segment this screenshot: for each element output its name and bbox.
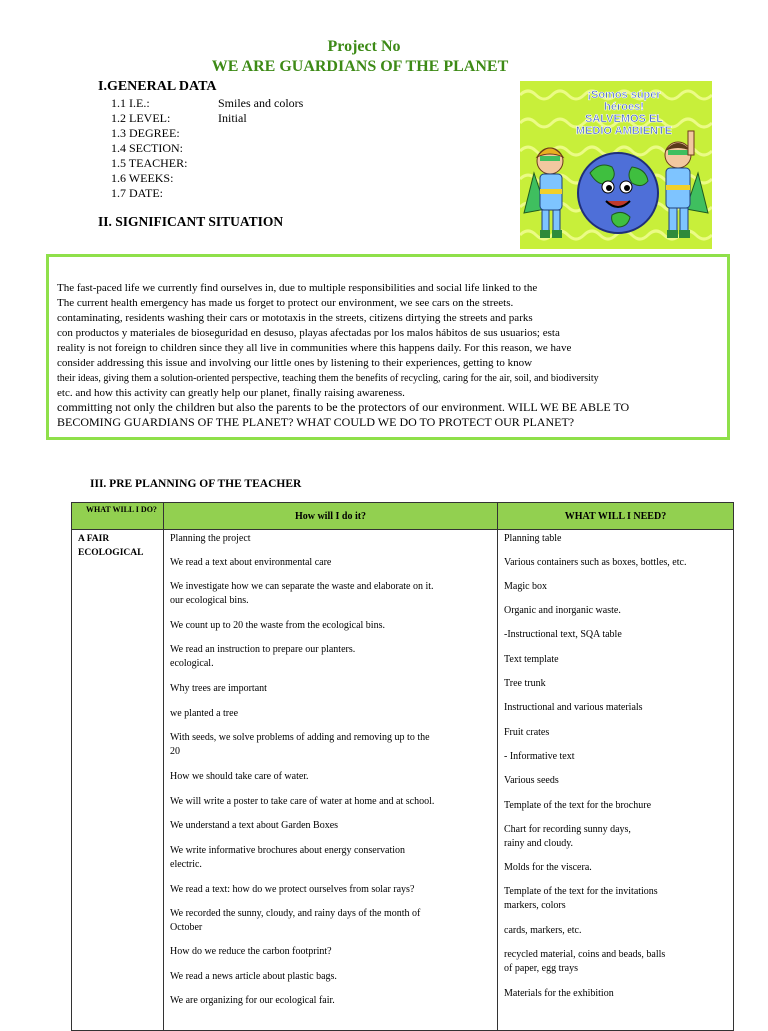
- general-item-level: 1.2 LEVEL: Initial: [111, 111, 247, 125]
- how-item-text: Planning the project: [170, 533, 251, 544]
- need-item-text: Instructional and various materials: [504, 702, 643, 713]
- need-item-text: Various seeds: [504, 775, 559, 786]
- general-item-teacher: 1.5 TEACHER:: [111, 156, 188, 170]
- situation-line: reality is not foreign to children since they all live in communities where this happens daily. For this reason, we have: [57, 342, 572, 354]
- poster-line-3: SALVEMOS EL: [584, 113, 664, 125]
- how-item-text: We count up to 20 the waste from the ecological bins.: [170, 620, 385, 631]
- how-item-text: ecological.: [170, 658, 214, 669]
- poster-illustration: [520, 81, 712, 249]
- how-item: [170, 994, 335, 1008]
- superheroes-poster: [520, 81, 712, 249]
- how-item: [170, 532, 251, 546]
- situation-line: The current health emergency has made us forget to protect our environment, we see cars on the streets.: [57, 297, 514, 309]
- how-item: [170, 707, 238, 721]
- need-item-text: Molds for the viscera.: [504, 862, 592, 873]
- situation-line: The fast-paced life we currently find ourselves in, due to multiple responsibilities and social life linked to the: [57, 282, 538, 294]
- general-item-date: 1.7 DATE:: [111, 186, 163, 200]
- need-item-text: Magic box: [504, 581, 548, 592]
- project-number: Project No: [327, 38, 401, 55]
- what-line: ECOLOGICAL: [78, 548, 144, 558]
- situation-line: contaminating, residents washing their cars or mototaxis in the streets, citizens dirtying the streets and parks: [57, 312, 533, 324]
- what-line: A FAIR: [78, 534, 110, 544]
- need-item: [504, 861, 592, 875]
- need-item: [504, 750, 575, 764]
- how-item-text: October: [170, 922, 203, 933]
- how-item: [170, 619, 385, 633]
- how-item-text: We write informative brochures about energy conservation: [170, 845, 406, 856]
- situation-line: consider addressing this issue and involving our little ones by listening to their experiences, getting to know: [57, 357, 533, 369]
- preplanning-heading: III. PRE PLANNING OF THE TEACHER: [90, 478, 302, 490]
- need-item: [504, 677, 546, 691]
- how-item-text: We read an instruction to prepare our planters.: [170, 644, 356, 655]
- hero-kid-left: [524, 148, 563, 238]
- how-item-text: Why trees are important: [170, 683, 267, 694]
- how-item-text: With seeds, we solve problems of adding and removing up to the: [170, 732, 430, 743]
- how-item-text: electric.: [170, 859, 202, 870]
- need-item-text: Tree trunk: [504, 678, 546, 689]
- how-item-text: How do we reduce the carbon footprint?: [170, 946, 332, 957]
- general-item-degree: 1.3 DEGREE:: [111, 126, 180, 140]
- need-cell: [498, 530, 733, 1030]
- need-item-text: Planning table: [504, 533, 562, 544]
- need-item-text: Text template: [504, 654, 559, 665]
- what-cell: [72, 530, 163, 1030]
- need-item: [504, 556, 686, 570]
- need-item: [504, 987, 614, 1001]
- need-item-text: Template of the text for the invitations: [504, 886, 658, 897]
- how-item: [170, 970, 337, 984]
- how-item: [170, 643, 355, 671]
- general-item-section: 1.4 SECTION:: [111, 141, 183, 155]
- poster-line-1: ¡Somos súper: [587, 89, 661, 101]
- how-item-text: We are organizing for our ecological fair.: [170, 995, 335, 1006]
- need-item: [504, 701, 643, 715]
- how-item: [170, 819, 338, 833]
- general-item-weeks: 1.6 WEEKS:: [111, 171, 174, 185]
- need-item: [504, 604, 621, 618]
- need-item: [504, 628, 622, 642]
- need-item-text: Various containers such as boxes, bottles, etc.: [504, 557, 687, 568]
- how-item: [170, 580, 434, 608]
- hero-kid-right: [665, 131, 708, 238]
- how-cell: [164, 530, 497, 1030]
- table-row: [72, 530, 734, 1031]
- situation-line: etc. and how this activity can greatly help our planet, finally raising awareness.: [57, 387, 405, 399]
- need-item: [504, 948, 665, 976]
- significant-situation-heading: II. SIGNIFICANT SITUATION: [98, 214, 284, 229]
- need-item: [504, 653, 559, 667]
- how-item-text: 20: [170, 746, 180, 757]
- how-item-text: we planted a tree: [170, 708, 239, 719]
- how-item: [170, 844, 405, 872]
- need-item-text: -Instructional text, SQA table: [504, 629, 622, 640]
- how-item: [170, 682, 267, 696]
- need-item-text: Organic and inorganic waste.: [504, 605, 621, 616]
- how-item-text: We read a text about environmental care: [170, 557, 332, 568]
- poster-line-2: héroes!: [604, 101, 644, 113]
- how-item-text: We read a text: how do we protect ourselves from solar rays?: [170, 884, 415, 895]
- situation-line: committing not only the children but also the parents to be the protectors of our environment. WILL WE BE ABLE TO: [57, 400, 630, 414]
- poster-line-4: MEDIO AMBIENTE: [575, 125, 673, 137]
- need-item-text: Chart for recording sunny days,: [504, 824, 631, 835]
- need-item: [504, 924, 581, 938]
- need-item: [504, 726, 549, 740]
- need-item-text: - Informative text: [504, 751, 575, 762]
- how-item-text: our ecological bins.: [170, 595, 249, 606]
- need-item: [504, 823, 631, 851]
- need-item-text: markers, colors: [504, 900, 566, 911]
- table-header-row: [72, 503, 734, 530]
- situation-line: BECOMING GUARDIANS OF THE PLANET? WHAT COULD WE DO TO PROTECT OUR PLANET?: [57, 415, 575, 429]
- general-data-heading: I.GENERAL DATA: [98, 79, 217, 94]
- how-item: [170, 556, 331, 570]
- need-item: [504, 580, 547, 594]
- col-header-how: How will I do it?: [164, 503, 498, 530]
- need-item-text: Materials for the exhibition: [504, 988, 614, 999]
- how-item: [170, 795, 434, 809]
- how-item: [170, 731, 430, 759]
- need-item-text: rainy and cloudy.: [504, 838, 574, 849]
- need-item: [504, 532, 562, 546]
- general-item-ie: 1.1 I.E.: Smiles and colors: [111, 96, 304, 110]
- need-item: [504, 885, 658, 913]
- situation-line: their ideas, giving them a solution-oriented perspective, teaching them the benefits of recycling, caring for the air, soil, and biodiversity: [57, 373, 599, 384]
- how-item: [170, 945, 332, 959]
- how-item-text: We recorded the sunny, cloudy, and rainy days of the month of: [170, 908, 421, 919]
- how-item-text: We will write a poster to take care of water at home and at school.: [170, 796, 435, 807]
- col-header-need: WHAT WILL I NEED?: [498, 503, 734, 530]
- col-header-what: WHAT WILL I DO?: [72, 503, 164, 530]
- how-item: [170, 883, 414, 897]
- need-item: [504, 774, 559, 788]
- how-item: [170, 907, 420, 935]
- how-item-text: We understand a text about Garden Boxes: [170, 820, 339, 831]
- need-item-text: recycled material, coins and beads, balls: [504, 949, 666, 960]
- need-item-text: cards, markers, etc.: [504, 925, 582, 936]
- situation-line: con productos y materiales de bioseguridad en desuso, playas afectadas por los malos hábitos de sus usuarios; esta: [57, 327, 560, 339]
- how-item-text: We investigate how we can separate the waste and elaborate on it.: [170, 581, 434, 592]
- how-item: [170, 770, 309, 784]
- need-item-text: Template of the text for the brochure: [504, 800, 652, 811]
- need-item-text: Fruit crates: [504, 727, 550, 738]
- project-title: WE ARE GUARDIANS OF THE PLANET: [211, 58, 509, 75]
- how-item-text: We read a news article about plastic bags.: [170, 971, 337, 982]
- preplanning-table: [71, 502, 734, 1031]
- need-item: [504, 799, 651, 813]
- how-item-text: How we should take care of water.: [170, 771, 309, 782]
- need-item-text: of paper, egg trays: [504, 963, 579, 974]
